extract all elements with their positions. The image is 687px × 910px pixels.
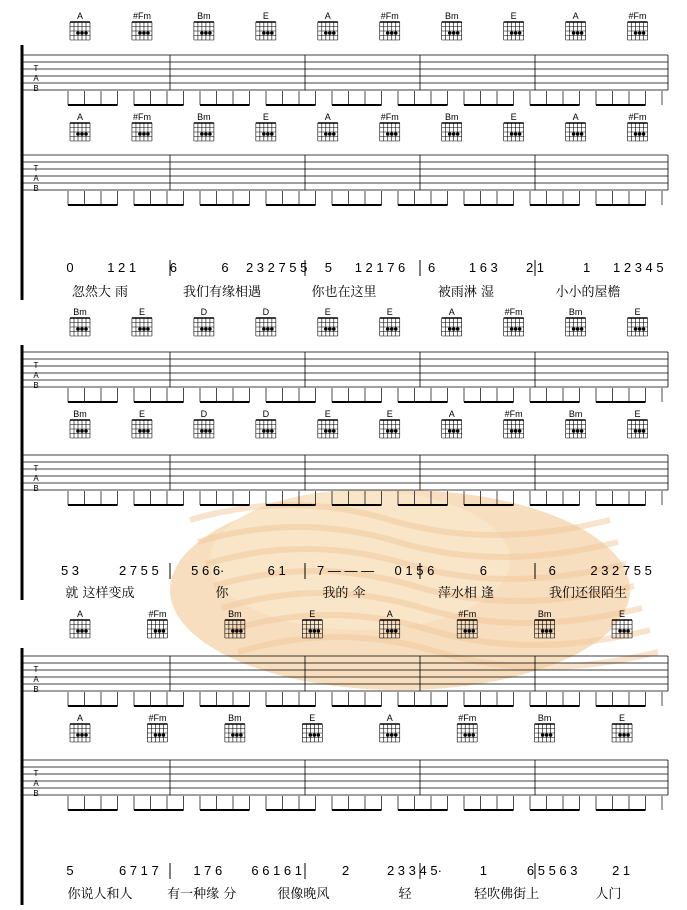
chord-name: A [572, 11, 579, 21]
chord-diagram [380, 307, 400, 336]
chord-diagram [302, 713, 322, 742]
notation-group: 2 1 [612, 863, 631, 878]
chord-name: A [386, 609, 393, 619]
chord-diagram [380, 409, 400, 438]
tab-clef: T [33, 64, 39, 73]
lyric-phrase: 被雨淋 湿 [437, 285, 495, 300]
chord-name: E [619, 713, 626, 723]
chord-name: E [324, 307, 331, 317]
notation-group: 5 [66, 863, 74, 878]
chord-diagram [256, 409, 276, 438]
numbered-notation [66, 863, 630, 879]
chord-diagram [504, 112, 524, 141]
chord-diagram [442, 112, 462, 141]
lyric-phrase: 我们还很陌生 [548, 586, 628, 601]
chord-diagram [70, 713, 90, 742]
lyric-phrase: 轻 [398, 887, 412, 902]
tab-staff [22, 760, 668, 810]
chord-name: #Fm [458, 609, 477, 619]
chord-name: #Fm [628, 112, 647, 122]
notation-group: 6 [428, 260, 436, 275]
chord-name: #Fm [132, 112, 151, 122]
notation-group: 1 7 6 [193, 863, 223, 878]
chord-name: Bm [444, 112, 459, 122]
numbered-notation [66, 260, 663, 276]
tab-clef: T [33, 361, 39, 370]
chord-name: #Fm [458, 713, 477, 723]
notation-group: 1 6 3 [468, 260, 498, 275]
chord-name: #Fm [148, 713, 167, 723]
lyric-phrase: 轻吹佛街上 [474, 887, 540, 902]
chord-diagram [132, 11, 152, 40]
tab-clef: B [33, 685, 39, 694]
chord-diagram [147, 609, 167, 638]
chord-diagram [318, 11, 338, 40]
chord-diagram [442, 409, 462, 438]
chord-diagram [132, 307, 152, 336]
chord-name: Bm [537, 713, 552, 723]
tab-staff [22, 352, 668, 402]
chord-name: E [262, 11, 269, 21]
notation-group: 5 [324, 260, 332, 275]
notation-group: 1 [583, 260, 591, 275]
chord-diagram [70, 409, 90, 438]
chord-name: A [76, 713, 84, 723]
chord-name: D [200, 307, 208, 317]
chord-diagram [628, 307, 648, 336]
chord-name: Bm [537, 609, 552, 619]
chord-name: #Fm [380, 11, 399, 21]
chord-name: Bm [197, 11, 211, 21]
chord-diagram [566, 11, 586, 40]
chord-diagram [566, 409, 586, 438]
chord-diagram [628, 11, 648, 40]
tab-staff [22, 155, 668, 205]
notation-group: 6 6 1 6 1 [251, 863, 302, 878]
notation-group: 0 [66, 260, 74, 275]
chord-diagram [380, 112, 400, 141]
chord-name: A [448, 409, 455, 419]
notation-group: 2 7 5 5 [119, 563, 159, 578]
notation-group: 2 1 [525, 260, 545, 275]
chord-name: E [386, 307, 393, 317]
chord-diagram [318, 409, 338, 438]
lyrics-line [67, 886, 621, 902]
notation-group: 5 6 6· [191, 563, 225, 578]
lyric-phrase: 你也在这里 [311, 285, 377, 300]
notation-group: 0 1 5 6 [394, 563, 435, 578]
chord-diagram [70, 11, 90, 40]
chord-diagram [380, 11, 400, 40]
chord-diagram [318, 307, 338, 336]
chord-diagram [256, 307, 276, 336]
lyric-phrase: 我的 伞 [322, 586, 366, 601]
chord-diagram [147, 713, 167, 742]
lyric-phrase: 有一种缘 分 [167, 887, 237, 902]
chord-diagram [70, 307, 90, 336]
tab-clef: B [33, 381, 39, 390]
chord-name: #Fm [380, 112, 399, 122]
chord-diagram [256, 112, 276, 141]
notation-group: 2 3 2 7 5 5 [590, 563, 652, 578]
chord-name: E [309, 609, 316, 619]
notation-group: 1 2 1 7 6 [354, 260, 406, 275]
tab-clef: A [33, 675, 39, 684]
lyric-phrase: 你 [215, 586, 229, 601]
chord-diagram [566, 307, 586, 336]
chord-name: Bm [444, 11, 459, 21]
chord-diagram [535, 713, 555, 742]
chord-name: #Fm [148, 609, 167, 619]
lyric-phrase: 就 这样变成 [65, 586, 135, 601]
chord-diagram [442, 11, 462, 40]
chord-diagram [132, 112, 152, 141]
chord-diagram [442, 307, 462, 336]
chord-diagram [380, 713, 400, 742]
tab-clef: B [33, 789, 39, 798]
chord-name: E [510, 11, 517, 21]
chord-name: E [634, 409, 641, 419]
chord-diagram [628, 112, 648, 141]
chord-name: A [76, 609, 84, 619]
chord-name: #Fm [132, 11, 151, 21]
chord-name: A [448, 307, 455, 317]
notation-group: 2 [341, 863, 350, 878]
notation-group: 6 [221, 260, 229, 275]
lyric-phrase: 忽然大 雨 [71, 285, 129, 300]
chord-name: Bm [568, 409, 583, 419]
notation-group: 6 1 [267, 563, 286, 578]
chord-diagram [132, 409, 152, 438]
chord-diagram [194, 307, 214, 336]
lyric-phrase: 小小的屋檐 [555, 285, 621, 300]
chord-name: D [262, 409, 270, 419]
chord-name: Bm [228, 713, 242, 723]
chord-diagram [566, 112, 586, 141]
notation-group: 5 3 [60, 563, 80, 578]
chord-name: E [138, 307, 145, 317]
tab-clef: A [33, 174, 39, 183]
chord-diagram [628, 409, 648, 438]
chord-diagram [457, 713, 477, 742]
notation-group: 1 2 1 [107, 260, 137, 275]
chord-diagram [504, 409, 524, 438]
chord-diagram [225, 713, 245, 742]
notation-group: 6 [548, 563, 556, 578]
chord-name: Bm [197, 112, 211, 122]
chord-name: Bm [73, 409, 87, 419]
tab-clef: A [33, 371, 39, 380]
chord-name: A [324, 11, 331, 21]
chord-name: #Fm [504, 409, 523, 419]
chord-diagram [318, 112, 338, 141]
chord-diagram [504, 11, 524, 40]
chord-name: E [138, 409, 145, 419]
notation-group: 6 7 1 7 [119, 863, 159, 878]
chord-name: A [572, 112, 579, 122]
chord-diagram [194, 112, 214, 141]
chord-name: E [309, 713, 316, 723]
chord-name: Bm [568, 307, 583, 317]
lyric-phrase: 你说人和人 [67, 887, 133, 902]
chord-diagram [256, 11, 276, 40]
chord-diagram [194, 409, 214, 438]
lyric-phrase: 我们有缘相遇 [182, 285, 262, 300]
notation-group: 6 [479, 563, 487, 578]
chord-name: E [386, 409, 393, 419]
tab-clef: B [33, 484, 39, 493]
chord-name: E [510, 112, 517, 122]
notation-group: 7 — — — [317, 563, 375, 578]
lyrics-line [72, 284, 621, 300]
notation-group: 2 3 3 4 5· [386, 863, 442, 878]
music-system [22, 11, 668, 300]
notation-group: 6 5 5 6 3 [526, 863, 578, 878]
chord-name: A [324, 112, 331, 122]
chord-name: E [634, 307, 641, 317]
tab-clef: B [33, 84, 39, 93]
chord-name: #Fm [628, 11, 647, 21]
chord-name: E [262, 112, 269, 122]
tab-staff [22, 55, 668, 105]
chord-name: A [386, 713, 393, 723]
chord-name: D [262, 307, 270, 317]
chord-name: #Fm [504, 307, 523, 317]
tab-clef: A [33, 779, 39, 788]
notation-group: 1 [479, 863, 487, 878]
chord-diagram [194, 11, 214, 40]
tab-clef: T [33, 769, 39, 778]
tab-clef: A [33, 474, 39, 483]
chord-name: E [619, 609, 626, 619]
tab-clef: B [33, 184, 39, 193]
lyric-phrase: 萍水相 逢 [437, 586, 495, 601]
tab-clef: T [33, 665, 39, 674]
chord-diagram [612, 713, 632, 742]
tab-clef: T [33, 464, 39, 473]
notation-group: 6 [169, 260, 177, 275]
chord-diagram [70, 112, 90, 141]
chord-name: D [200, 409, 208, 419]
chord-diagram [70, 609, 90, 638]
lyric-phrase: 人门 [595, 887, 622, 902]
notation-group: 1 2 3 4 5 [613, 260, 664, 275]
chord-name: A [76, 11, 84, 21]
notation-group: 2 3 2 7 5 5 [245, 260, 308, 275]
chord-name: Bm [228, 609, 242, 619]
lyric-phrase: 很像晚风 [277, 887, 330, 902]
chord-name: A [76, 112, 84, 122]
chord-diagram [504, 307, 524, 336]
chord-name: E [324, 409, 331, 419]
tab-clef: T [33, 164, 39, 173]
tab-clef: A [33, 74, 39, 83]
chord-name: Bm [73, 307, 87, 317]
